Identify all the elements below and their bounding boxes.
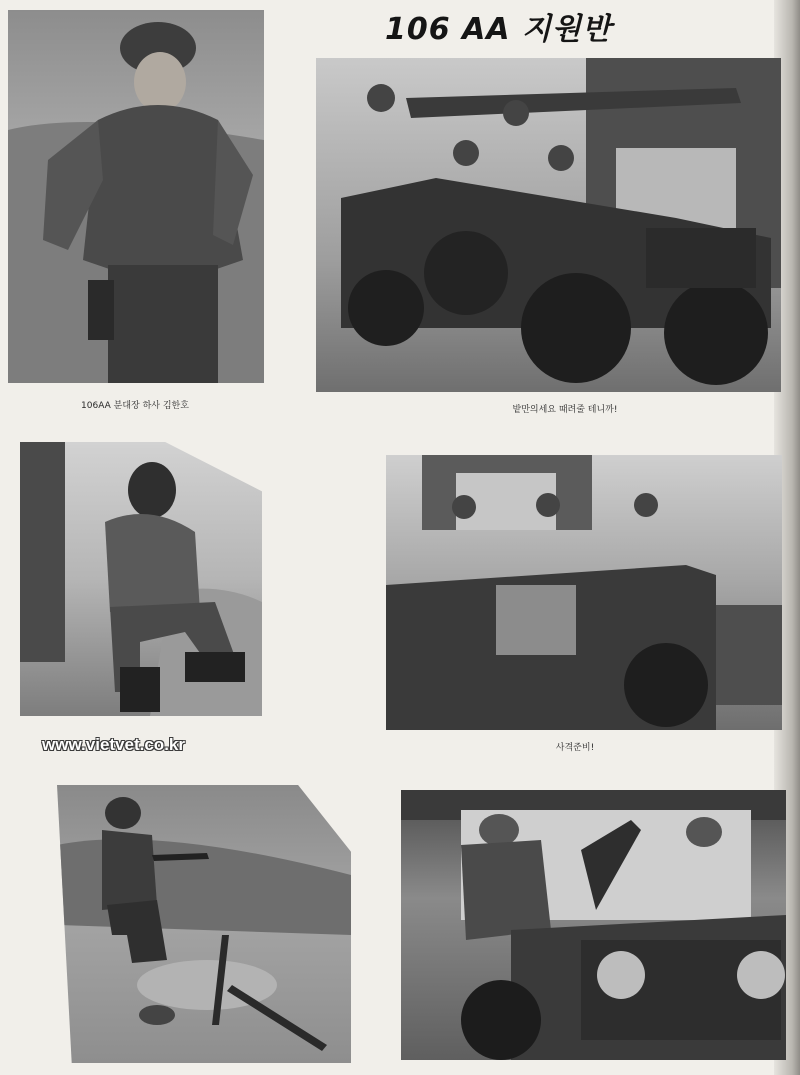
photo-soldier-portrait [8,10,264,383]
kneeling-soldier-illustration [57,785,351,1063]
site-watermark: www.vietvet.co.kr [42,735,185,754]
photo-soldier-portrait-caption: 106AA 분대장 하사 김한호 [81,401,189,411]
photo-jeep-recoilless-rifle-caption: 밭만의세요 때려줄 테니까! [512,405,618,415]
photo-soldier-sitting-sandbags [20,442,262,716]
crew-jeep-illustration [386,455,782,730]
soldier-figure-illustration [8,10,264,383]
photo-jeep-bunker-crew-caption: 사격준비! [555,743,595,753]
seated-soldier-illustration [20,442,262,716]
jeep-illustration [316,58,781,392]
photo-soldier-kneeling-rifles [57,785,351,1063]
photo-jeep-recoilless-rifle [316,58,781,392]
photo-jeep-under-shelter [401,790,786,1060]
shelter-jeep-illustration [401,790,786,1060]
photo-jeep-bunker-crew [386,455,782,730]
page-title: 106 AA 지원반 [385,12,612,47]
